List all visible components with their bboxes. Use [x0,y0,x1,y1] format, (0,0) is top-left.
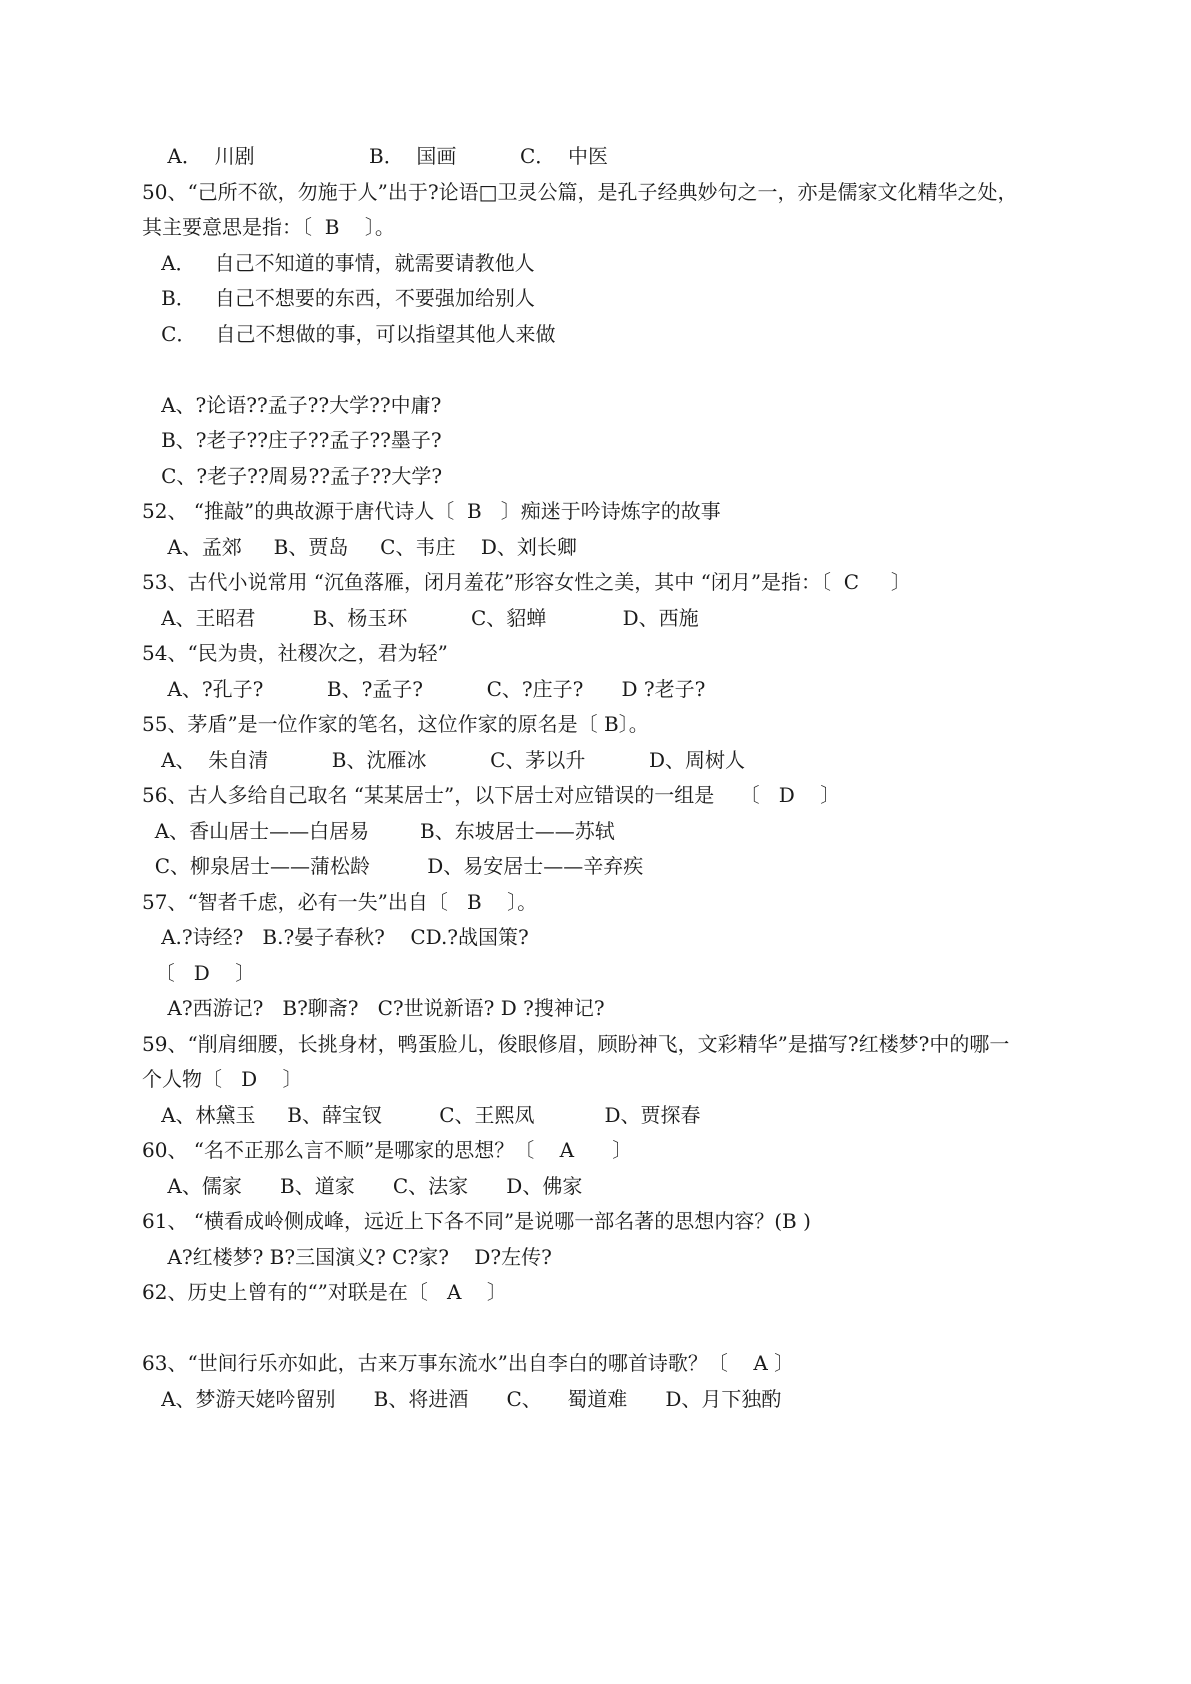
text-line: 59、“削肩细腰，长挑身材，鸭蛋脸儿，俊眼修眉，顾盼神飞，文彩精华”是描写?红楼梦?中的哪一 [142,1032,1010,1056]
text-line: A、?论语??孟子??大学??中庸? [142,393,442,417]
text-line: C、柳泉居士——蒲松龄 D、易安居士——辛弃疾 [142,854,644,878]
text-line: 〔 D 〕 [142,961,256,985]
text-line: A、梦游天姥吟留别 B、将进酒 C、 蜀道难 D、月下独酌 [142,1387,782,1411]
text-line: 56、古人多给自己取名 “某某居士”，以下居士对应错误的一组是 〔 D 〕 [142,783,841,807]
text-line: A、林黛玉 B、薛宝钗 C、王熙凤 D、贾探春 [142,1103,701,1127]
text-line: C． 自己不想做的事，可以指望其他人来做 [142,322,556,346]
text-line: 54、“民为贵，社稷次之，君为轻” [142,641,448,665]
text-line: A、香山居士——白居易 B、东坡居士——苏轼 [142,819,615,843]
text-line: A． 自己不知道的事情，就需要请教他人 [142,251,535,275]
text-line: 63、“世间行乐亦如此，古来万事东流水”出自李白的哪首诗歌？〔 A 〕 [142,1351,795,1375]
text-line: 55、茅盾”是一位作家的笔名，这位作家的原名是〔 B〕。 [142,712,649,736]
text-line: 52、 “推敲”的典故源于唐代诗人〔 B 〕痴迷于吟诗炼字的故事 [142,499,721,523]
text-line: 61、 “横看成岭侧成峰，远近上下各不同”是说哪一部名著的思想内容？(B ) [142,1209,811,1233]
text-line: A?红楼梦? B?三国演义? C?家? D?左传? [142,1245,552,1269]
text-line: A、?孔子? B、?孟子? C、?庄子? D ?老子? [142,677,706,701]
text-line: B、?老子??庄子??孟子??墨子? [142,428,442,452]
text-line: A． 川剧 B． 国画 C． 中医 [142,144,609,168]
text-line: 53、古代小说常用 “沉鱼落雁，闭月羞花”形容女性之美，其中 “闭月”是指：〔 C 〕 [142,570,911,594]
text-line: A、儒家 B、道家 C、法家 D、佛家 [142,1174,583,1198]
text-line: 62、历史上曾有的“”对联是在〔 A 〕 [142,1280,507,1304]
text-line: A、 朱自清 B、沈雁冰 C、茅以升 D、周树人 [142,748,745,772]
text-line: 个人物〔 D 〕 [142,1067,303,1091]
text-line: B． 自己不想要的东西，不要强加给别人 [142,286,535,310]
text-line: 50、“己所不欲，勿施于人”出于?论语□卫灵公篇，是孔子经典妙句之一，亦是儒家文化精华之处， [142,180,1018,204]
text-line: C、?老子??周易??孟子??大学? [142,464,443,488]
text-line: 60、 “名不正那么言不顺”是哪家的思想？〔 A 〕 [142,1138,633,1162]
text-line: 其主要意思是指：〔 B 〕。 [142,215,395,239]
text-line: A、孟郊 B、贾岛 C、韦庄 D、刘长卿 [142,535,577,559]
text-line: A.?诗经? B.?晏子春秋? CD.?战国策? [142,925,529,949]
text-line: A?西游记? B?聊斋? C?世说新语? D ?搜神记? [142,996,605,1020]
text-line: 57、“智者千虑，必有一失”出自〔 B 〕。 [142,890,538,914]
text-line: A、王昭君 B、杨玉环 C、貂蝉 D、西施 [142,606,699,630]
